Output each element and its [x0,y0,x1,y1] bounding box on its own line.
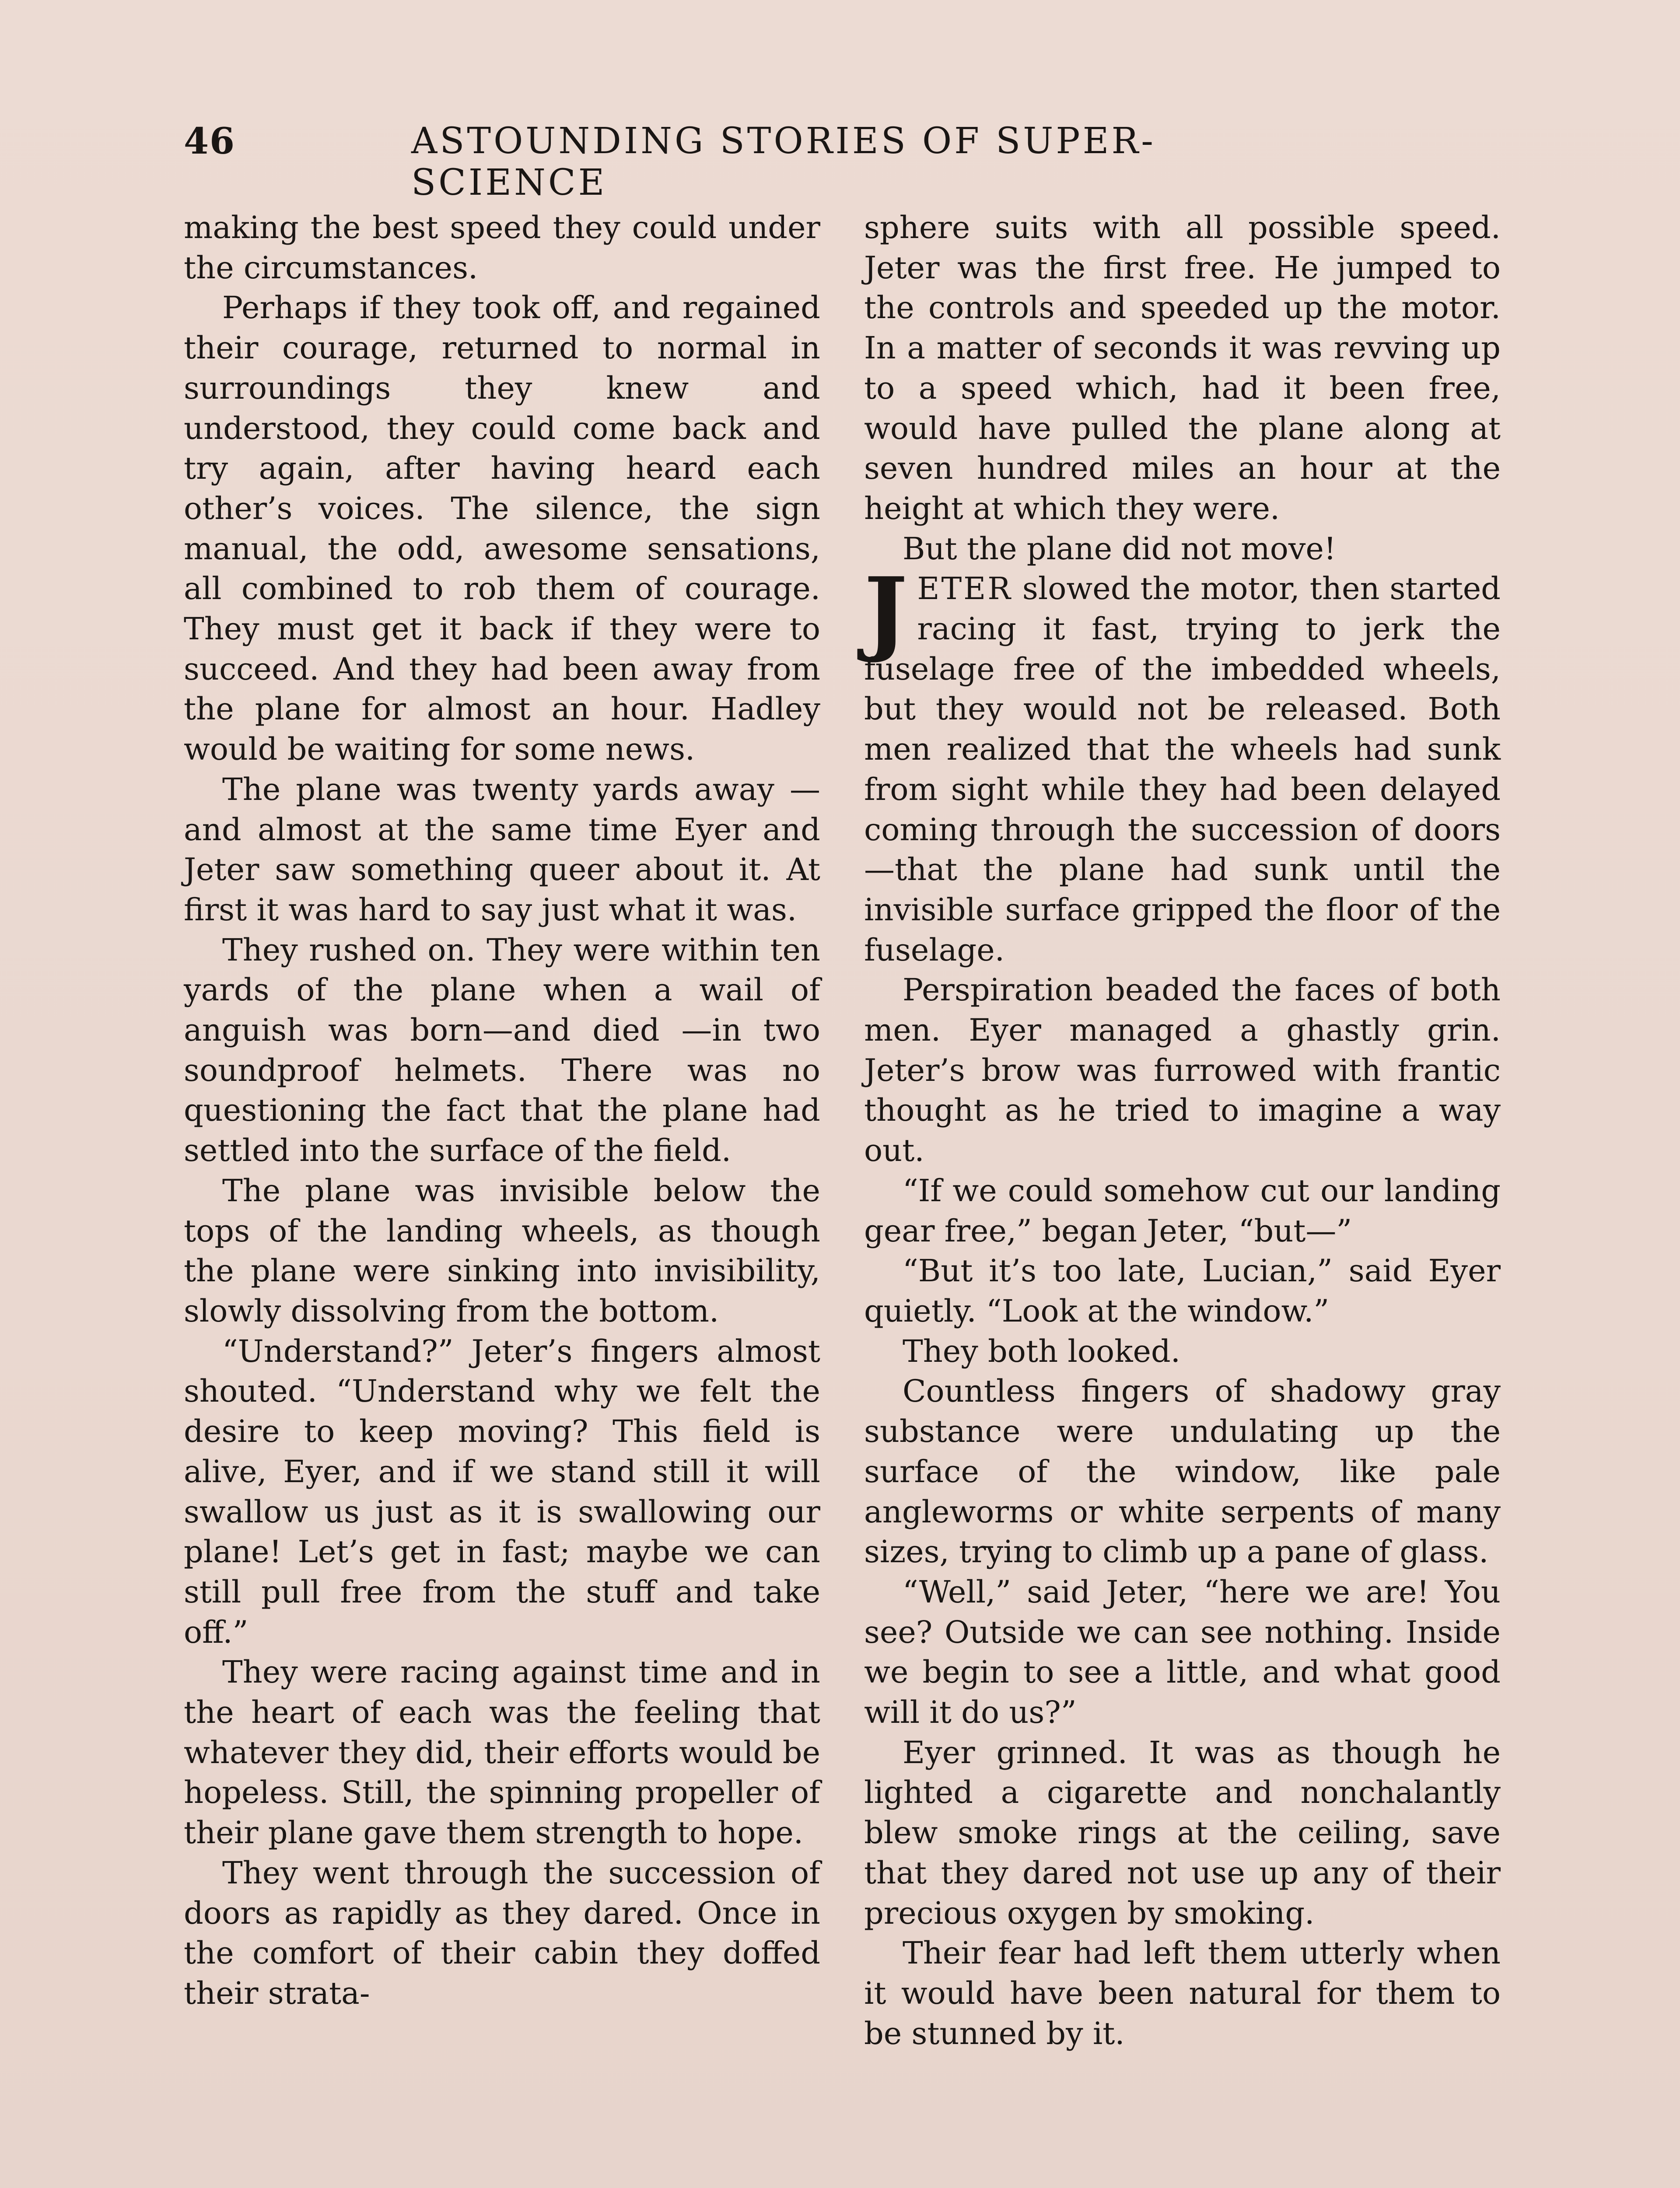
running-title: ASTOUNDING STORIES OF SUPER-SCIENCE [411,120,1156,203]
paragraph: “Understand?” Jeter’s fingers almost shouted. “Understand why we felt the desire to keep moving? This field is alive, Eyer, and if we stand still it will swallow us just as it is swallowing our plane! Let’s get in fast; maybe we can still pull free from the stuff and take off.” [184,1333,820,1650]
paragraph: They were racing against time and in the heart of each was the feeling that whatever they did, their efforts would be hopeless. Still, the spinning propeller of their plane gave them strength to hope. [184,1654,820,1851]
page-number: 46 [184,120,236,162]
paragraph: “If we could somehow cut our landing gear free,” began Jeter, “but—” [864,1172,1501,1249]
drop-cap: J [864,557,908,666]
paragraph: Perhaps if they took off, and regained their courage, returned to normal in surroundings they knew and understood, they could come back and try again, after having heard each other’s voices. The silence, the sign manual, the odd, awesome sensations, all combined to rob them of courage. They must get it back if they were to succeed. And they had been away from the plane for almost an hour. Hadley would be waiting for some news. [184,290,820,768]
paragraph: Their fear had left them utterly when it would have been natural for them to be stunned by it. [864,1935,1501,2051]
right-column [864,208,1501,2054]
paragraph: Countless fingers of shadowy gray substance were undulating up the surface of the window, like pale angleworms or white serpents of many sizes, trying to climb up a pane of glass. [864,1373,1501,1570]
paragraph: But the plane did not move! [903,530,1336,567]
page-header [184,120,1339,203]
paragraph: They rushed on. They were within ten yards of the plane when a wail of anguish was born—and died —in two soundproof helmets. There was no questioning the fact that the plane had settled into the surface of the field. [184,932,820,1169]
paragraph: The plane was invisible below the tops of the landing wheels, as though the plane were sinking into invisibility, slowly dissolving from the bottom. [184,1172,820,1329]
paragraph: “But it’s too late, Lucian,” said Eyer quietly. “Look at the window.” [864,1253,1501,1329]
left-column [184,208,820,2014]
paragraph: “Well,” said Jeter, “here we are! You see? Outside we can see nothing. Inside we begin to see a little, and what good will it do us?” [864,1574,1501,1731]
paragraph: Eyer grinned. It was as though he lighted a cigarette and nonchalantly blew smoke rings at the ceiling, save that they dared not use up any of their precious oxygen by smoking. [864,1734,1501,1931]
paragraph: making the best speed they could under the circumstances. [184,210,820,286]
paragraph: They both looked. [903,1333,1180,1369]
paragraph: Perspiration beaded the faces of both men. Eyer managed a ghastly grin. Jeter’s brow was furrowed with frantic thought as he tried to imagine a way out. [864,972,1501,1169]
paragraph: sphere suits with all possible speed. Jeter was the first free. He jumped to the controls and speeded up the motor. In a matter of seconds it was revving up to a speed which, had it been free, would have pulled the plane along at seven hundred miles an hour at the height at which they were. [864,210,1501,526]
paragraph: The plane was twenty yards away —and almost at the same time Eyer and Jeter saw something queer about it. At first it was hard to say just what it was. [184,771,820,928]
section-opening-paragraph [864,557,1501,970]
paragraph: They went through the succession of doors as rapidly as they dared. Once in the comfort of their cabin they doffed their strata- [184,1855,820,2011]
drop-cap-lead: ETER [917,571,1012,607]
drop-cap-rest: slowed the motor, then started racing it fast, trying to jerk the fuselage free of the imbedded wheels, but they would not be released. Both men realized that the wheels had sunk from sight while they had been delayed coming through the succession of doors—that the plane had sunk until the invisible surface gripped the floor of the fuselage. [864,571,1501,968]
